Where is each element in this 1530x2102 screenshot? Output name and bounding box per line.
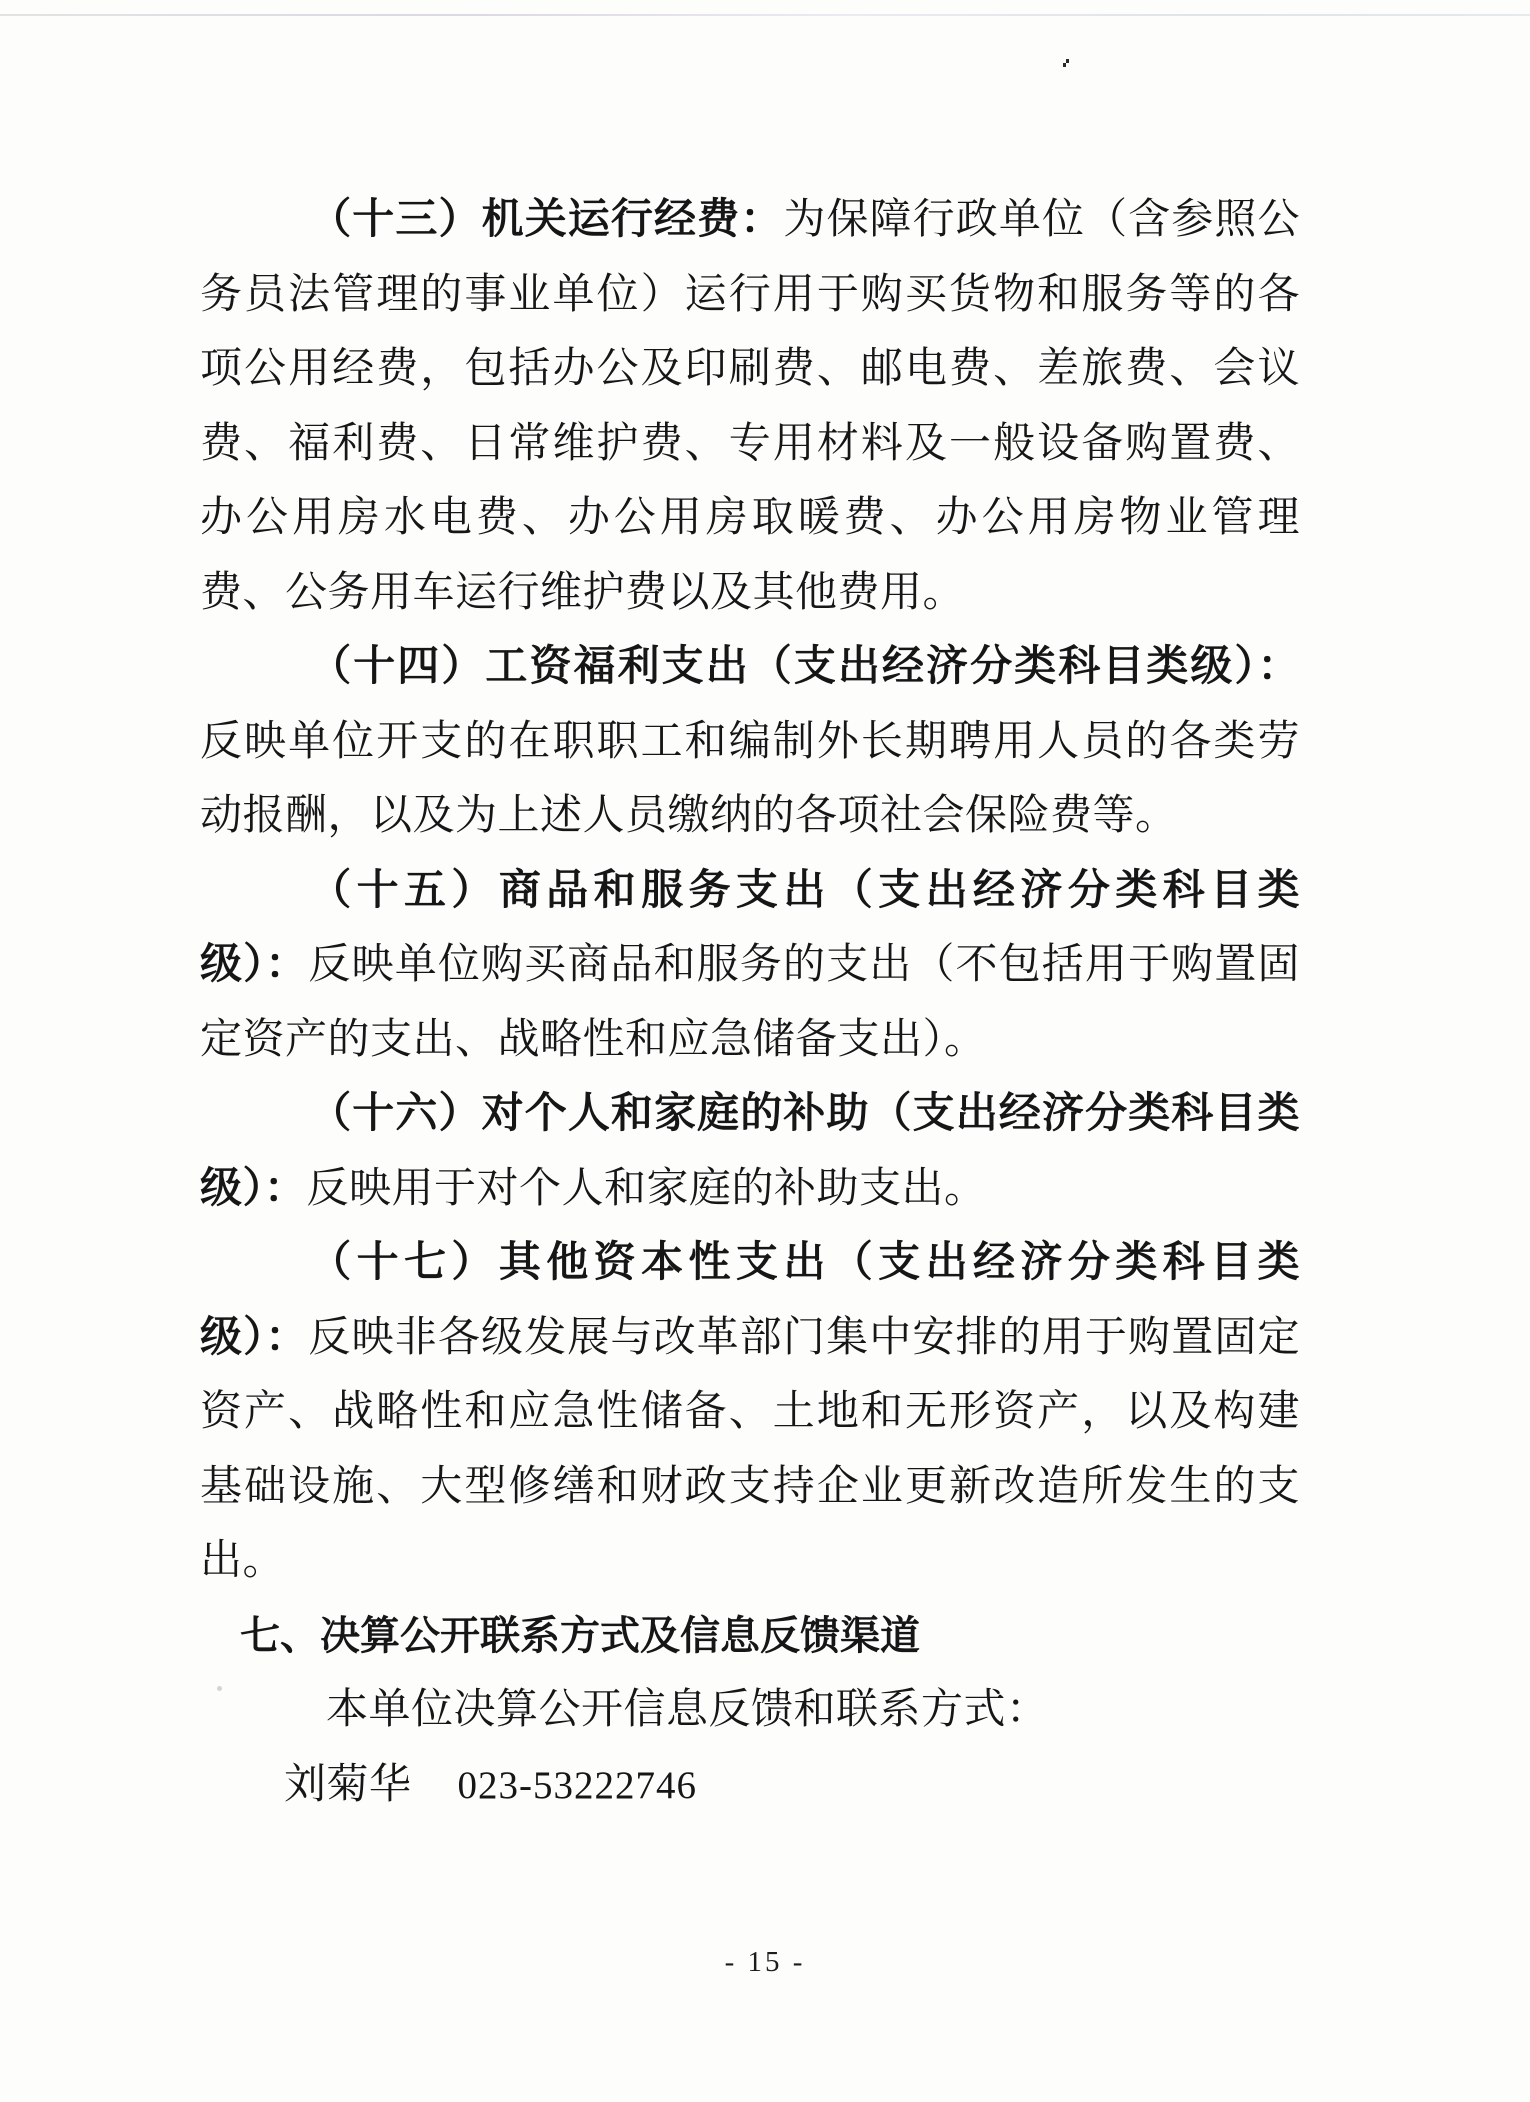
contact-name: 刘菊华 <box>284 1761 412 1808</box>
scan-artifact-line <box>0 14 1530 16</box>
paragraph-15-title: （十五）商品和服务支出（支出经济分类科目类级）： <box>200 867 1300 988</box>
paragraph-14-text: 反映单位开支的在职职工和编制外长期聘用人员的各类劳动报酬，以及为上述人员缴纳的各项社会保险费等。 <box>200 718 1300 839</box>
paragraph-item-13 <box>200 183 1300 630</box>
document-body <box>200 183 1300 1823</box>
contact-info-line <box>200 1748 1300 1824</box>
ink-speck <box>1063 59 1070 69</box>
paragraph-item-17 <box>200 1226 1300 1599</box>
paragraph-17-title: （十七）其他资本性支出（支出经济分类科目类级）： <box>200 1240 1300 1361</box>
contact-intro-line: 本单位决算公开信息反馈和联系方式： <box>326 1687 1049 1733</box>
paragraph-item-16 <box>200 1077 1300 1226</box>
section-heading-7: 七、决算公开联系方式及信息反馈渠道 <box>240 1613 920 1658</box>
paragraph-item-15 <box>200 854 1300 1078</box>
paragraph-14-title: （十四）工资福利支出（支出经济分类科目类级）： <box>309 644 1300 690</box>
paragraph-17-text: 反映非各级发展与改革部门集中安排的用于购置固定资产、战略性和应急性储备、土地和无形资产，以及构建基础设施、大型修缮和财政支持企业更新改造所发生的支出。 <box>200 1314 1300 1584</box>
paragraph-13-title: （十三）机关运行经费： <box>309 197 784 243</box>
paragraph-16-text: 反映用于对个人和家庭的补助支出。 <box>306 1165 987 1212</box>
paragraph-item-14 <box>200 630 1300 854</box>
page-number: - 15 - <box>724 1946 806 1978</box>
paragraph-13-text: 为保障行政单位（含参照公务员法管理的事业单位）运行用于购买货物和服务等的各项公用经费，包括办公及印刷费、邮电费、差旅费、会议费、福利费、日常维护费、专用材料及一般设备购置费、办公用房水电费、办公用房取暖费、办公用房物业管理费、公务用车运行维护费以及其他费用。 <box>200 197 1300 616</box>
paragraph-16-title: （十六）对个人和家庭的补助（支出经济分类科目类级）： <box>200 1091 1300 1212</box>
contact-phone: 023-53222746 <box>457 1763 698 1807</box>
paragraph-15-text: 反映单位购买商品和服务的支出（不包括用于购置固定资产的支出、战略性和应急储备支出）。 <box>200 942 1300 1063</box>
